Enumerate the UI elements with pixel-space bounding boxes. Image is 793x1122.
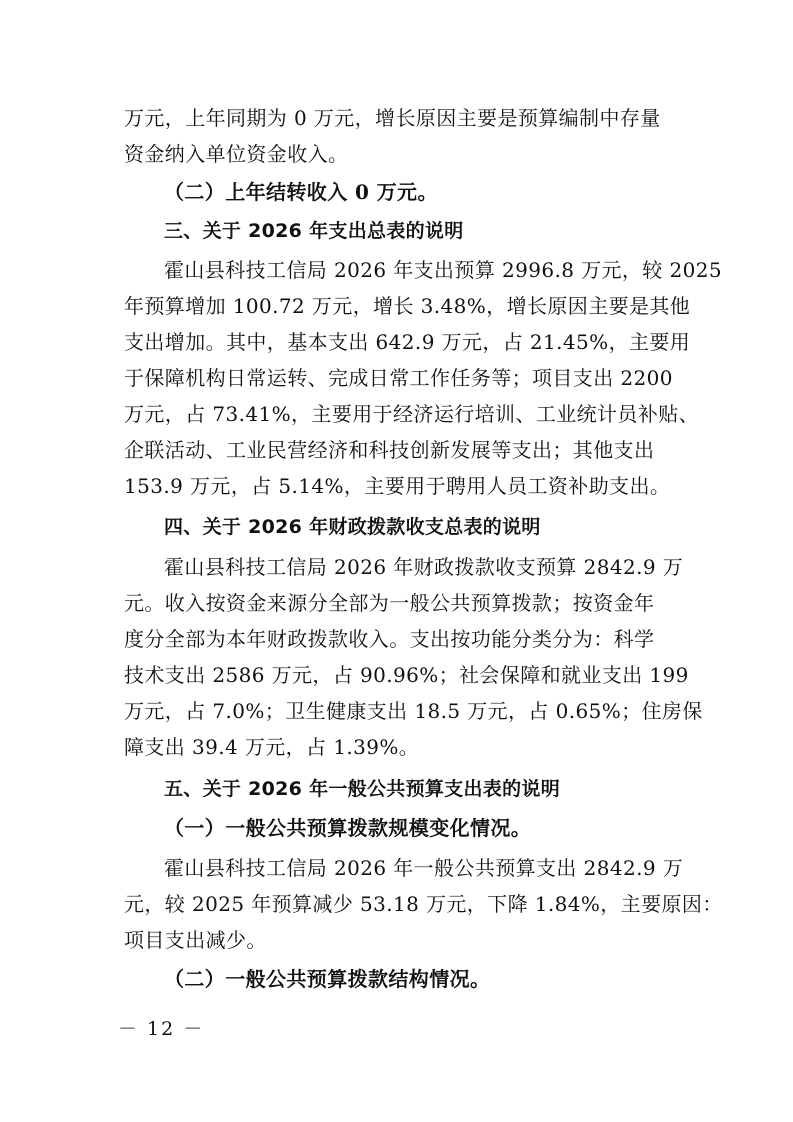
- subsection-heading: （一）一般公共预算拨款规模变化情况。: [164, 816, 532, 840]
- section-heading: 三、关于 2026 年支出总表的说明: [164, 220, 464, 242]
- body-text-line: 于保障机构日常运转、完成日常工作任务等；项目支出 2200: [124, 366, 673, 390]
- subsection-heading: （二）一般公共预算拨款结构情况。: [164, 967, 491, 991]
- body-text-line: 万元，占 7.0%；卫生健康支出 18.5 万元，占 0.65%；住房保: [124, 699, 703, 723]
- body-text-line: 霍山县科技工信局 2026 年支出预算 2996.8 万元，较 2025: [164, 258, 722, 282]
- body-text-line: 153.9 万元，占 5.14%，主要用于聘用人员工资补助支出。: [124, 474, 671, 498]
- body-text-line: 万元，占 73.41%，主要用于经济运行培训、工业统计员补贴、: [124, 402, 700, 426]
- body-text-line: 技术支出 2586 万元，占 90.96%；社会保障和就业支出 199: [124, 663, 689, 687]
- body-text-line: 霍山县科技工信局 2026 年一般公共预算支出 2842.9 万: [164, 856, 684, 880]
- body-text-line: 障支出 39.4 万元，占 1.39%。: [124, 735, 420, 759]
- body-text-line: 元，较 2025 年预算减少 53.18 万元，下降 1.84%，主要原因：: [124, 892, 723, 916]
- section-heading: 四、关于 2026 年财政拨款收支总表的说明: [164, 516, 541, 538]
- section-heading: 五、关于 2026 年一般公共预算支出表的说明: [164, 778, 561, 800]
- page-number: － 12 －: [118, 1018, 205, 1040]
- body-text-line: 企联活动、工业民营经济和科技创新发展等支出；其他支出: [124, 438, 655, 462]
- body-text-line: 霍山县科技工信局 2026 年财政拨款收支预算 2842.9 万: [164, 555, 684, 579]
- body-text-line: 项目支出减少。: [124, 928, 267, 952]
- body-text-line: 元。收入按资金来源分全部为一般公共预算拨款；按资金年: [124, 591, 655, 615]
- body-text-line: 资金纳入单位资金收入。: [124, 142, 349, 166]
- body-text-line: 万元，上年同期为 0 万元，增长原因主要是预算编制中存量: [124, 106, 661, 130]
- body-text-line: 度分全部为本年财政拨款收入。支出按功能分类分为：科学: [124, 627, 655, 651]
- subsection-heading: （二）上年结转收入 0 万元。: [164, 180, 438, 204]
- body-text-line: 年预算增加 100.72 万元，增长 3.48%，增长原因主要是其他: [124, 294, 691, 318]
- body-text-line: 支出增加。其中，基本支出 642.9 万元，占 21.45%，主要用: [124, 330, 691, 354]
